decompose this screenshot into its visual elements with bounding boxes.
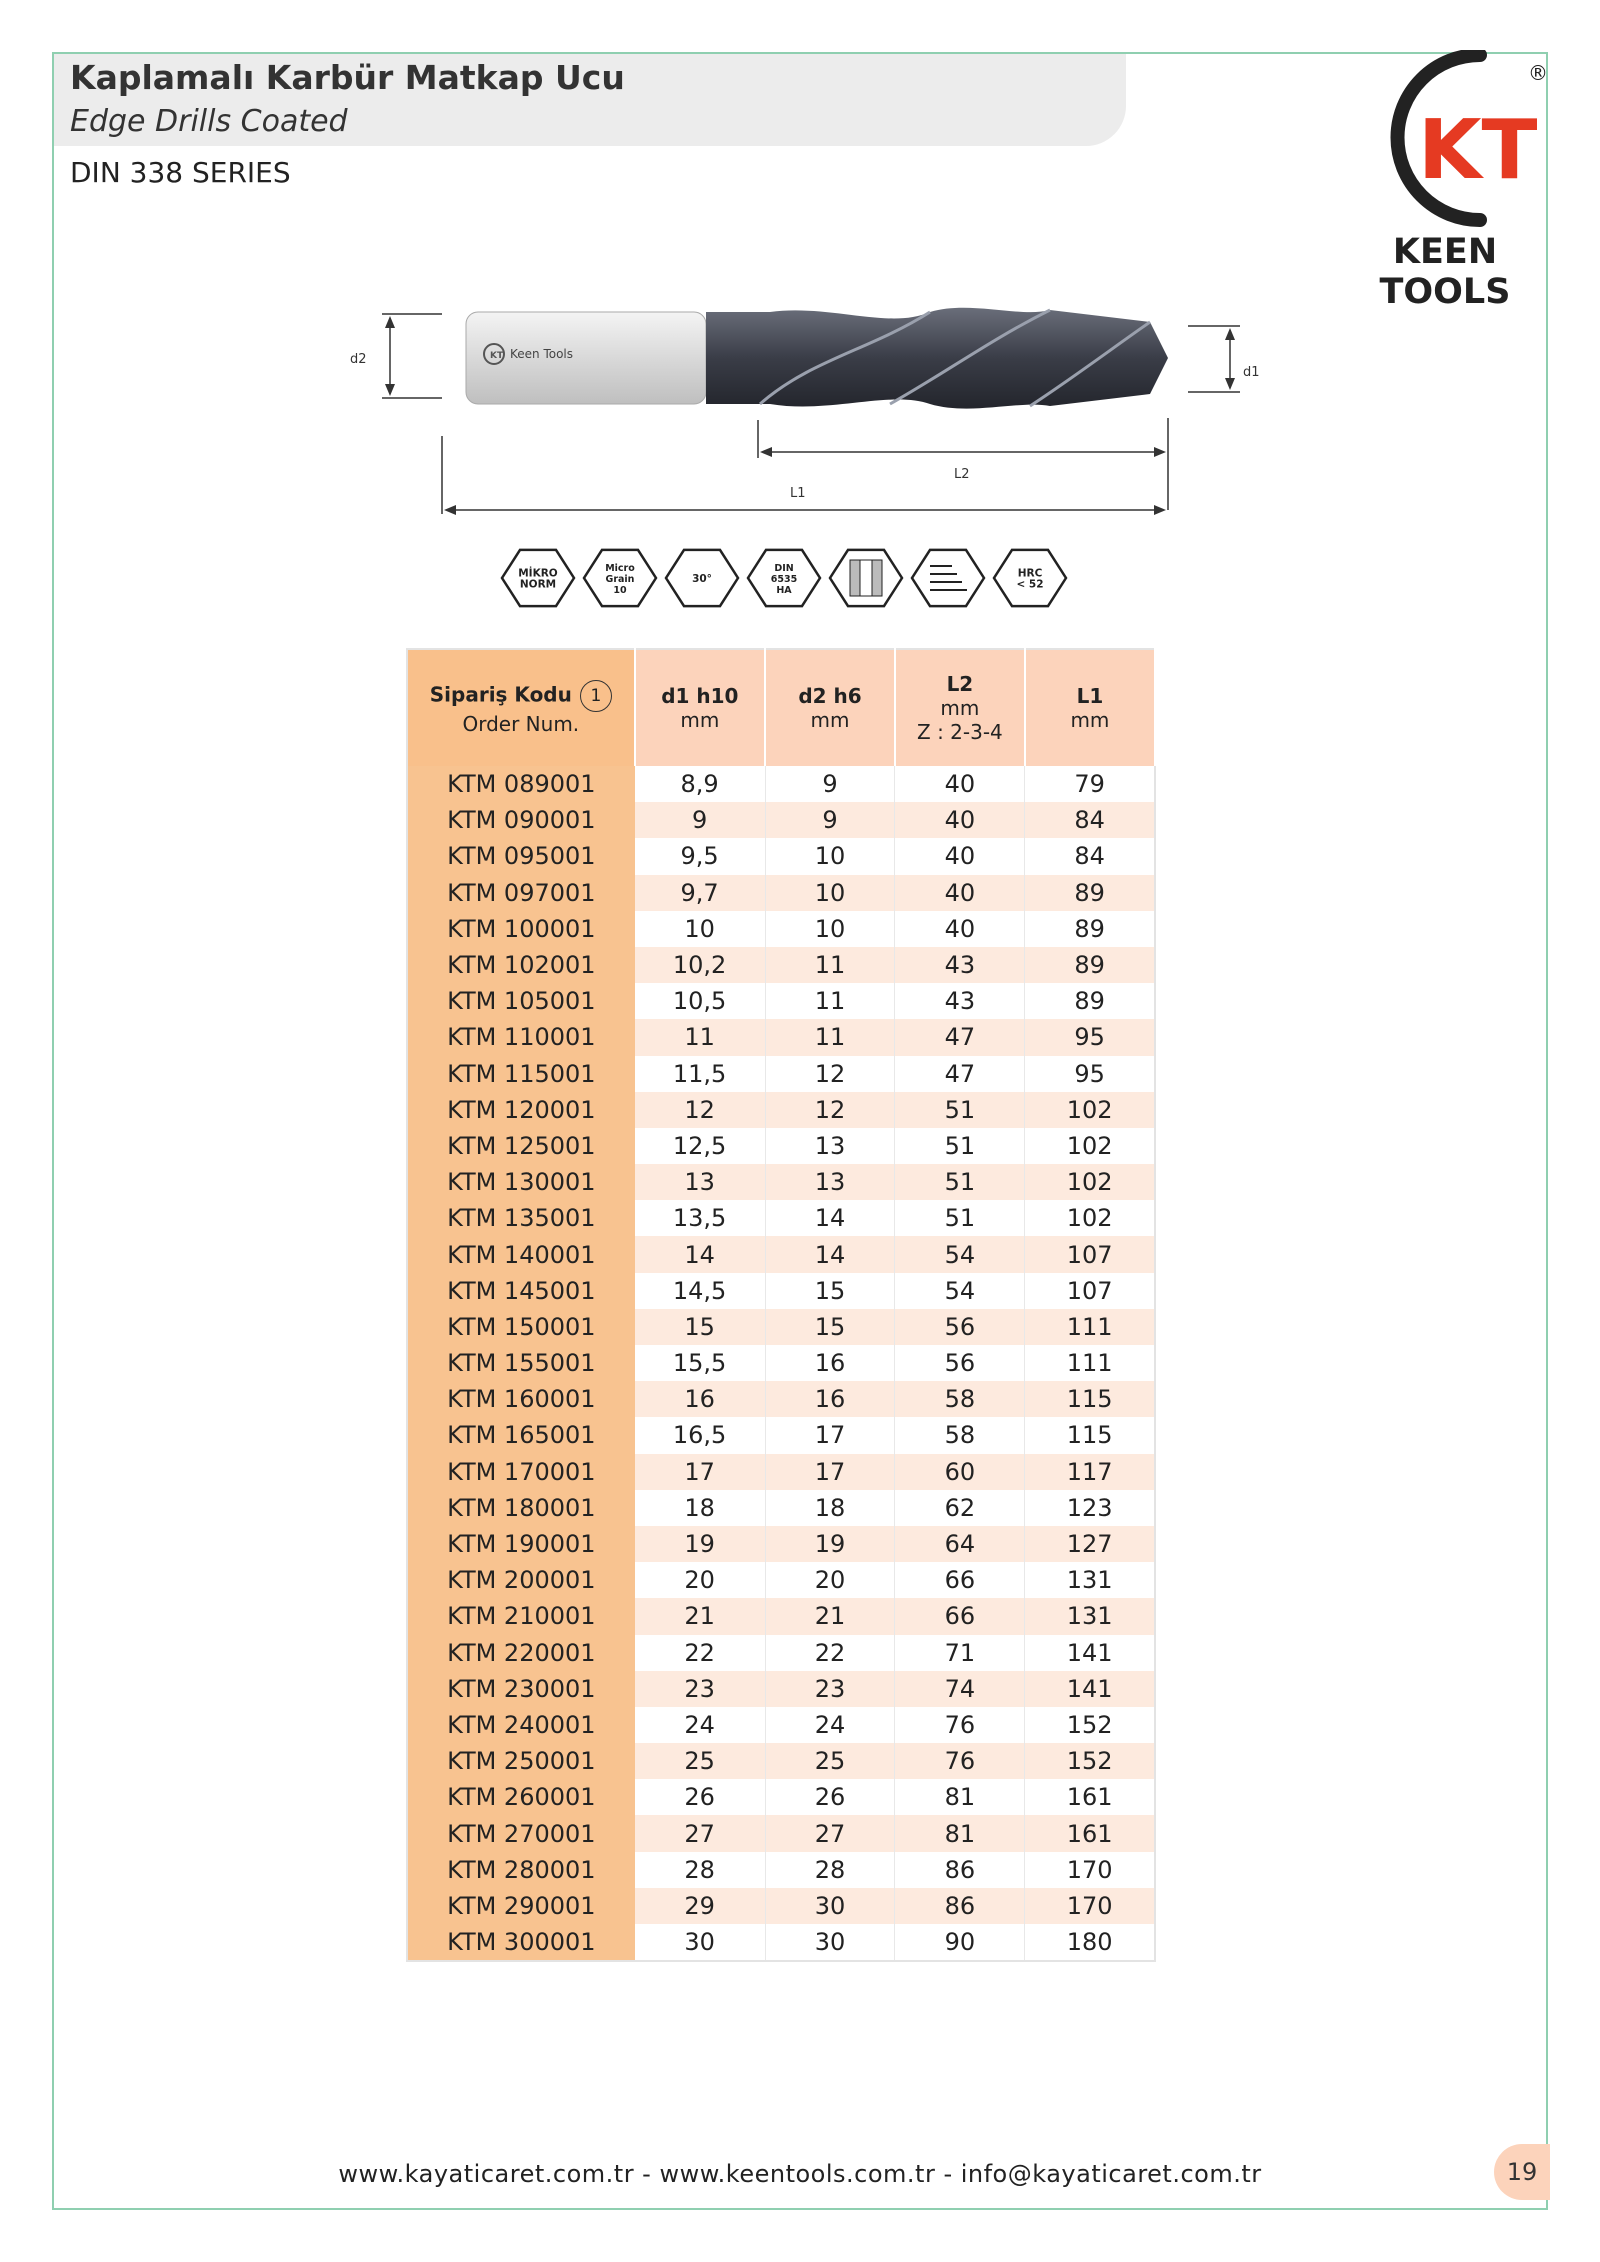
cell-order-code: KTM 150001 [407, 1309, 635, 1345]
cell-l1: 89 [1025, 983, 1155, 1019]
cell-order-code: KTM 160001 [407, 1381, 635, 1417]
table-row [407, 1273, 1155, 1309]
cell-order-code: KTM 095001 [407, 838, 635, 874]
point-angle-icon [666, 550, 738, 606]
cell-d2: 30 [765, 1888, 895, 1924]
cell-order-code: KTM 135001 [407, 1200, 635, 1236]
cell-l1: 180 [1025, 1924, 1155, 1961]
cell-d2: 18 [765, 1490, 895, 1526]
cell-l2: 51 [895, 1200, 1025, 1236]
cell-l2: 66 [895, 1562, 1025, 1598]
table-row [407, 1852, 1155, 1888]
cell-order-code: KTM 165001 [407, 1417, 635, 1453]
cell-order-code: KTM 210001 [407, 1598, 635, 1634]
cell-l2: 86 [895, 1888, 1025, 1924]
cell-l2: 66 [895, 1598, 1025, 1634]
svg-text:KT: KT [490, 351, 504, 361]
cell-l2: 56 [895, 1309, 1025, 1345]
cell-order-code: KTM 140001 [407, 1236, 635, 1272]
cell-l1: 102 [1025, 1200, 1155, 1236]
cell-d2: 19 [765, 1526, 895, 1562]
series-label: DIN 338 SERIES [70, 156, 291, 189]
cell-order-code: KTM 097001 [407, 875, 635, 911]
cell-order-code: KTM 155001 [407, 1345, 635, 1381]
cell-d1: 15 [635, 1309, 765, 1345]
svg-text:30°: 30° [692, 573, 712, 585]
cell-order-code: KTM 130001 [407, 1164, 635, 1200]
cell-l1: 152 [1025, 1743, 1155, 1779]
cell-d2: 28 [765, 1852, 895, 1888]
cell-d2: 9 [765, 802, 895, 838]
cell-d2: 16 [765, 1345, 895, 1381]
cell-order-code: KTM 250001 [407, 1743, 635, 1779]
table-row [407, 766, 1155, 802]
cell-d1: 8,9 [635, 766, 765, 802]
cell-order-code: KTM 110001 [407, 1019, 635, 1055]
cell-order-code: KTM 280001 [407, 1852, 635, 1888]
cell-d2: 25 [765, 1743, 895, 1779]
cell-order-code: KTM 170001 [407, 1454, 635, 1490]
cell-d1: 9,7 [635, 875, 765, 911]
table-row [407, 1345, 1155, 1381]
table-row [407, 1888, 1155, 1924]
cell-d1: 18 [635, 1490, 765, 1526]
cell-d2: 9 [765, 766, 895, 802]
cell-d1: 27 [635, 1815, 765, 1851]
table-row [407, 1490, 1155, 1526]
table-row [407, 1164, 1155, 1200]
cell-order-code: KTM 115001 [407, 1056, 635, 1092]
cell-order-code: KTM 200001 [407, 1562, 635, 1598]
cell-d1: 13 [635, 1164, 765, 1200]
cell-d2: 17 [765, 1417, 895, 1453]
table-row [407, 1128, 1155, 1164]
cell-d2: 15 [765, 1273, 895, 1309]
svg-text:NORM: NORM [519, 578, 557, 591]
cell-d2: 27 [765, 1815, 895, 1851]
svg-text:HRC: HRC [1017, 567, 1043, 580]
table-row [407, 1056, 1155, 1092]
table-row [407, 838, 1155, 874]
cell-d2: 23 [765, 1671, 895, 1707]
cell-order-code: KTM 089001 [407, 766, 635, 802]
svg-text:DIN: DIN [774, 563, 794, 574]
table-row [407, 1562, 1155, 1598]
cell-l1: 131 [1025, 1598, 1155, 1634]
table-header-row [407, 649, 1155, 766]
cell-l1: 84 [1025, 838, 1155, 874]
cell-l2: 64 [895, 1526, 1025, 1562]
cell-l2: 47 [895, 1019, 1025, 1055]
table-row [407, 1526, 1155, 1562]
cell-order-code: KTM 125001 [407, 1128, 635, 1164]
cell-d1: 9 [635, 802, 765, 838]
cell-l1: 152 [1025, 1707, 1155, 1743]
cell-order-code: KTM 270001 [407, 1815, 635, 1851]
cell-l1: 170 [1025, 1888, 1155, 1924]
svg-text:Grain: Grain [605, 574, 635, 585]
header-l1: L1 mm [1025, 649, 1155, 766]
cell-l2: 40 [895, 838, 1025, 874]
d1-label: d1 [1243, 365, 1260, 380]
table-row [407, 1200, 1155, 1236]
header-d2: d2 h6 mm [765, 649, 895, 766]
brand-name: KEEN TOOLS [1379, 232, 1511, 312]
cell-d1: 16 [635, 1381, 765, 1417]
registered-mark: ® [1528, 61, 1548, 85]
cell-order-code: KTM 100001 [407, 911, 635, 947]
table-row [407, 1454, 1155, 1490]
cell-l1: 141 [1025, 1671, 1155, 1707]
cell-l1: 161 [1025, 1815, 1155, 1851]
cell-order-code: KTM 290001 [407, 1888, 635, 1924]
table-row [407, 1743, 1155, 1779]
cell-d1: 21 [635, 1598, 765, 1634]
table-row [407, 1815, 1155, 1851]
cell-d2: 14 [765, 1236, 895, 1272]
page-subtitle: Edge Drills Coated [70, 104, 348, 139]
cell-order-code: KTM 145001 [407, 1273, 635, 1309]
cell-order-code: KTM 300001 [407, 1924, 635, 1961]
cell-order-code: KTM 190001 [407, 1526, 635, 1562]
svg-text:6535: 6535 [770, 574, 798, 585]
cell-d1: 25 [635, 1743, 765, 1779]
cell-d1: 9,5 [635, 838, 765, 874]
table-row [407, 1671, 1155, 1707]
table-row [407, 1924, 1155, 1961]
cell-d2: 10 [765, 838, 895, 874]
cell-l1: 141 [1025, 1635, 1155, 1671]
cell-l2: 40 [895, 802, 1025, 838]
cell-d1: 12 [635, 1092, 765, 1128]
svg-text:MİKRO: MİKRO [518, 567, 558, 580]
cell-d2: 15 [765, 1309, 895, 1345]
cell-l1: 102 [1025, 1164, 1155, 1200]
cell-l2: 62 [895, 1490, 1025, 1526]
header-order-code: Sipariş Kodu 1 Order Num. [407, 649, 635, 766]
cell-l1: 115 [1025, 1381, 1155, 1417]
cell-l2: 76 [895, 1743, 1025, 1779]
svg-text:10: 10 [613, 585, 627, 596]
cell-l2: 71 [895, 1635, 1025, 1671]
cell-order-code: KTM 120001 [407, 1092, 635, 1128]
cell-d2: 11 [765, 1019, 895, 1055]
cell-d2: 16 [765, 1381, 895, 1417]
cell-l1: 95 [1025, 1056, 1155, 1092]
cell-d2: 30 [765, 1924, 895, 1961]
cell-d1: 30 [635, 1924, 765, 1961]
cell-l1: 111 [1025, 1309, 1155, 1345]
cell-d1: 13,5 [635, 1200, 765, 1236]
cell-l2: 90 [895, 1924, 1025, 1961]
cell-order-code: KTM 260001 [407, 1779, 635, 1815]
cell-d2: 20 [765, 1562, 895, 1598]
cell-l1: 95 [1025, 1019, 1155, 1055]
cell-order-code: KTM 102001 [407, 947, 635, 983]
cell-d1: 23 [635, 1671, 765, 1707]
svg-text:< 52: < 52 [1016, 578, 1044, 591]
cell-l2: 43 [895, 947, 1025, 983]
cell-l2: 60 [895, 1454, 1025, 1490]
cell-l1: 89 [1025, 911, 1155, 947]
l1-label: L1 [790, 486, 806, 501]
table-row [407, 1635, 1155, 1671]
page-title: Kaplamalı Karbür Matkap Ucu [70, 58, 625, 97]
cell-l2: 51 [895, 1164, 1025, 1200]
cell-d1: 26 [635, 1779, 765, 1815]
drill-drawing [330, 290, 1270, 530]
logo-letters: KT [1418, 103, 1538, 198]
cell-l2: 81 [895, 1779, 1025, 1815]
cell-l2: 43 [895, 983, 1025, 1019]
note-badge: 1 [580, 680, 612, 712]
cell-l1: 102 [1025, 1128, 1155, 1164]
cell-l1: 170 [1025, 1852, 1155, 1888]
cell-order-code: KTM 240001 [407, 1707, 635, 1743]
table-row [407, 1019, 1155, 1055]
cell-d2: 21 [765, 1598, 895, 1634]
cell-d1: 16,5 [635, 1417, 765, 1453]
cell-order-code: KTM 105001 [407, 983, 635, 1019]
cell-l2: 76 [895, 1707, 1025, 1743]
cell-l2: 86 [895, 1852, 1025, 1888]
feature-icons [500, 538, 1070, 618]
cell-d2: 12 [765, 1056, 895, 1092]
cell-d1: 11,5 [635, 1056, 765, 1092]
cell-d1: 19 [635, 1526, 765, 1562]
cell-d1: 14 [635, 1236, 765, 1272]
cell-l2: 58 [895, 1417, 1025, 1453]
cell-d1: 15,5 [635, 1345, 765, 1381]
cell-d2: 10 [765, 911, 895, 947]
cell-order-code: KTM 220001 [407, 1635, 635, 1671]
mikro-norm-icon [502, 550, 574, 606]
table-row [407, 875, 1155, 911]
cell-l2: 54 [895, 1236, 1025, 1272]
cell-l1: 123 [1025, 1490, 1155, 1526]
cell-l2: 40 [895, 911, 1025, 947]
cell-l1: 107 [1025, 1236, 1155, 1272]
cell-l2: 56 [895, 1345, 1025, 1381]
cell-l2: 40 [895, 875, 1025, 911]
cell-d1: 11 [635, 1019, 765, 1055]
cell-l2: 47 [895, 1056, 1025, 1092]
page-number: 19 [1494, 2144, 1550, 2200]
table-row [407, 1381, 1155, 1417]
cell-d2: 13 [765, 1128, 895, 1164]
steps-icon [912, 550, 984, 606]
cell-d2: 24 [765, 1707, 895, 1743]
cell-d2: 26 [765, 1779, 895, 1815]
spec-table [406, 648, 1156, 1962]
shank-label: Keen Tools [510, 347, 574, 361]
table-row [407, 983, 1155, 1019]
cell-d2: 17 [765, 1454, 895, 1490]
cell-d1: 10 [635, 911, 765, 947]
l2-label: L2 [954, 467, 970, 482]
din-6535-ha-icon [748, 550, 820, 606]
cell-d1: 24 [635, 1707, 765, 1743]
cell-d1: 22 [635, 1635, 765, 1671]
cell-d2: 22 [765, 1635, 895, 1671]
cell-d1: 14,5 [635, 1273, 765, 1309]
micro-grain-icon [584, 550, 656, 606]
cell-l1: 107 [1025, 1273, 1155, 1309]
cell-l2: 81 [895, 1815, 1025, 1851]
cell-d1: 17 [635, 1454, 765, 1490]
cell-d2: 13 [765, 1164, 895, 1200]
cell-d1: 10,5 [635, 983, 765, 1019]
cell-l1: 161 [1025, 1779, 1155, 1815]
cell-l2: 74 [895, 1671, 1025, 1707]
footer-links: www.kayaticaret.com.tr - www.keentools.com.tr - info@kayaticaret.com.tr [338, 2160, 1262, 2188]
cell-l2: 58 [895, 1381, 1025, 1417]
cell-l2: 54 [895, 1273, 1025, 1309]
cell-l1: 111 [1025, 1345, 1155, 1381]
cell-order-code: KTM 230001 [407, 1671, 635, 1707]
table-row [407, 1417, 1155, 1453]
cell-l1: 79 [1025, 766, 1155, 802]
cell-l1: 84 [1025, 802, 1155, 838]
table-row [407, 911, 1155, 947]
table-row [407, 1092, 1155, 1128]
cell-d2: 12 [765, 1092, 895, 1128]
cell-d1: 29 [635, 1888, 765, 1924]
hrc-icon [994, 550, 1066, 606]
header-l2: L2 mm Z : 2-3-4 [895, 649, 1025, 766]
cell-order-code: KTM 090001 [407, 802, 635, 838]
svg-text:Micro: Micro [605, 563, 635, 574]
cell-d1: 10,2 [635, 947, 765, 983]
table-row [407, 1707, 1155, 1743]
cell-d2: 11 [765, 947, 895, 983]
cell-d1: 28 [635, 1852, 765, 1888]
cell-l1: 89 [1025, 875, 1155, 911]
cell-d1: 20 [635, 1562, 765, 1598]
cell-l1: 102 [1025, 1092, 1155, 1128]
cell-d1: 12,5 [635, 1128, 765, 1164]
cell-order-code: KTM 180001 [407, 1490, 635, 1526]
table-row [407, 1598, 1155, 1634]
table-row [407, 1309, 1155, 1345]
table-row [407, 1236, 1155, 1272]
cell-l1: 117 [1025, 1454, 1155, 1490]
cell-l1: 115 [1025, 1417, 1155, 1453]
cell-l1: 89 [1025, 947, 1155, 983]
cell-l2: 40 [895, 766, 1025, 802]
cell-d2: 11 [765, 983, 895, 1019]
cell-l2: 51 [895, 1092, 1025, 1128]
d2-label: d2 [350, 352, 367, 367]
header-d1: d1 h10 mm [635, 649, 765, 766]
cell-d2: 14 [765, 1200, 895, 1236]
svg-text:HA: HA [776, 585, 792, 596]
cell-l1: 131 [1025, 1562, 1155, 1598]
cell-l2: 51 [895, 1128, 1025, 1164]
table-row [407, 802, 1155, 838]
table-row [407, 947, 1155, 983]
through-hole-icon [830, 550, 902, 606]
table-row [407, 1779, 1155, 1815]
cell-d2: 10 [765, 875, 895, 911]
cell-l1: 127 [1025, 1526, 1155, 1562]
